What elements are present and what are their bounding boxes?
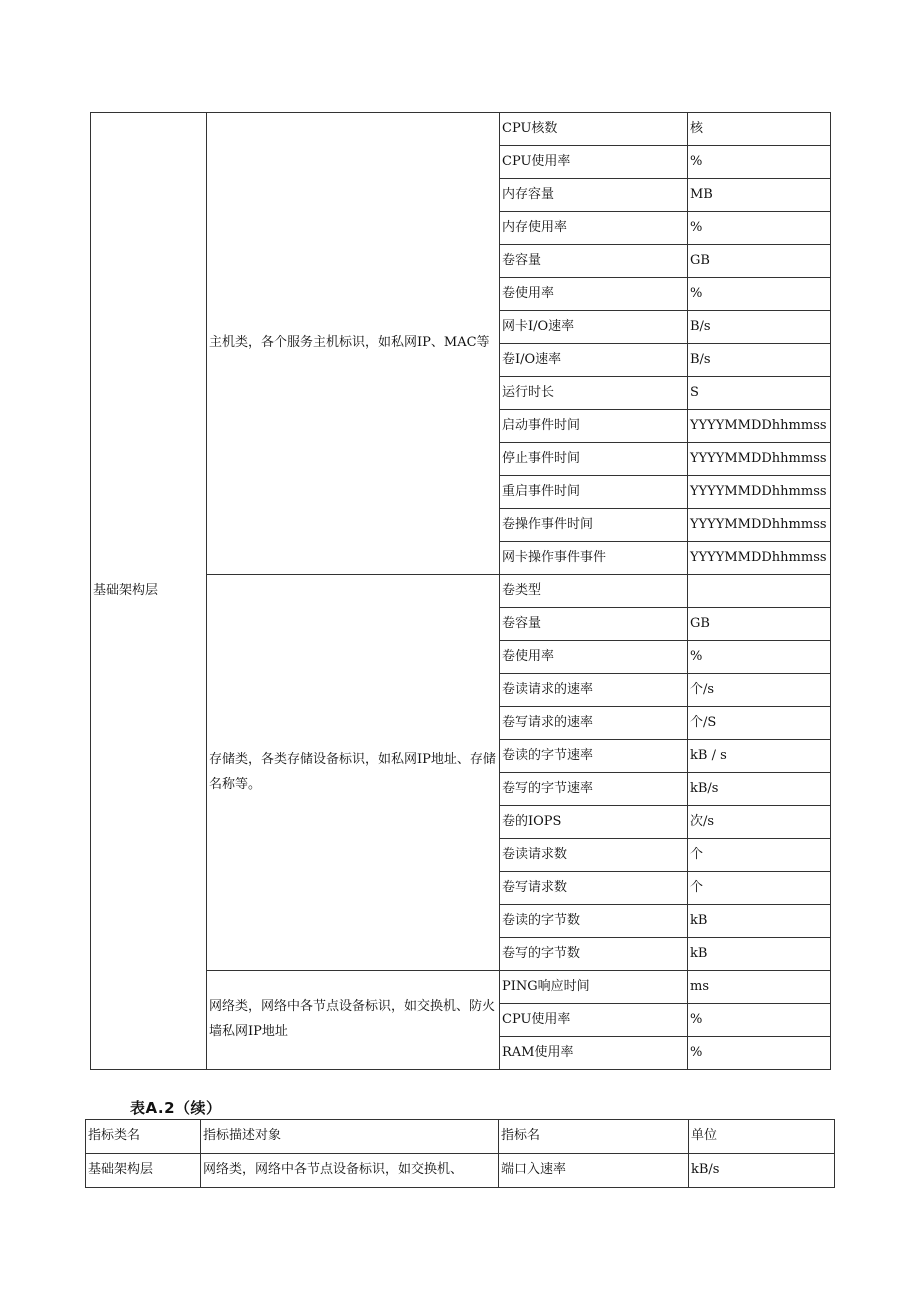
unit-cell: YYYYMMDDhhmmss — [688, 542, 831, 575]
unit-cell: % — [688, 212, 831, 245]
metric-name-cell: CPU使用率 — [500, 1004, 688, 1037]
metric-name-cell: 端口入速率 — [499, 1154, 689, 1188]
metric-name-cell: 卷读请求数 — [500, 839, 688, 872]
metric-name-cell: 卷类型 — [500, 575, 688, 608]
metric-name-cell: CPU使用率 — [500, 146, 688, 179]
metric-name-cell: 卷写的字节数 — [500, 938, 688, 971]
unit-cell: kB / s — [688, 740, 831, 773]
metric-name-cell: 卷容量 — [500, 245, 688, 278]
object-cell: 存储类，各类存储设备标识，如私网IP地址、存储名称等。 — [207, 575, 500, 971]
unit-cell: % — [688, 278, 831, 311]
object-cell: 网络类，网络中各节点设备标识，如交换机、防火墙私网IP地址 — [207, 971, 500, 1070]
metric-name-cell: 卷使用率 — [500, 641, 688, 674]
unit-cell: B/s — [688, 311, 831, 344]
unit-cell: 个/s — [688, 674, 831, 707]
header-cell: 指标类名 — [86, 1120, 201, 1154]
unit-cell: kB/s — [689, 1154, 835, 1188]
metric-name-cell: PING响应时间 — [500, 971, 688, 1004]
category-cell: 基础架构层 — [86, 1154, 201, 1188]
table-row — [86, 1154, 835, 1188]
unit-cell: % — [688, 146, 831, 179]
metric-name-cell: 卷操作事件时间 — [500, 509, 688, 542]
metric-name-cell: 卷读请求的速率 — [500, 674, 688, 707]
metric-name-cell: 启动事件时间 — [500, 410, 688, 443]
metric-name-cell: 网卡I/O速率 — [500, 311, 688, 344]
metric-name-cell: 卷写请求的速率 — [500, 707, 688, 740]
unit-cell: 核 — [688, 113, 831, 146]
metric-name-cell: 卷的IOPS — [500, 806, 688, 839]
metric-name-cell: 卷写的字节速率 — [500, 773, 688, 806]
header-cell: 指标描述对象 — [201, 1120, 499, 1154]
unit-cell: kB/s — [688, 773, 831, 806]
metric-name-cell: 卷读的字节速率 — [500, 740, 688, 773]
unit-cell — [688, 575, 831, 608]
metric-name-cell: 卷I/O速率 — [500, 344, 688, 377]
unit-cell: 次/s — [688, 806, 831, 839]
metric-name-cell: 卷读的字节数 — [500, 905, 688, 938]
unit-cell: kB — [688, 905, 831, 938]
metric-name-cell: 运行时长 — [500, 377, 688, 410]
header-cell: 单位 — [689, 1120, 835, 1154]
metric-name-cell: 重启事件时间 — [500, 476, 688, 509]
metrics-table-continued — [90, 112, 831, 1070]
object-cell: 网络类，网络中各节点设备标识，如交换机、 — [201, 1154, 499, 1188]
metric-name-cell: 卷容量 — [500, 608, 688, 641]
unit-cell: YYYYMMDDhhmmss — [688, 443, 831, 476]
metric-name-cell: 网卡操作事件事件 — [500, 542, 688, 575]
header-cell: 指标名 — [499, 1120, 689, 1154]
metric-name-cell: 内存容量 — [500, 179, 688, 212]
unit-cell: ms — [688, 971, 831, 1004]
metric-name-cell: CPU核数 — [500, 113, 688, 146]
metric-name-cell: 卷使用率 — [500, 278, 688, 311]
unit-cell: S — [688, 377, 831, 410]
table-row — [91, 113, 831, 146]
header-row — [86, 1120, 835, 1154]
unit-cell: 个 — [688, 872, 831, 905]
unit-cell: % — [688, 1004, 831, 1037]
unit-cell: 个/S — [688, 707, 831, 740]
unit-cell: 个 — [688, 839, 831, 872]
metric-name-cell: 停止事件时间 — [500, 443, 688, 476]
layer-cell: 基础架构层 — [91, 113, 207, 1070]
unit-cell: GB — [688, 608, 831, 641]
unit-cell: YYYYMMDDhhmmss — [688, 476, 831, 509]
metric-name-cell: 卷写请求数 — [500, 872, 688, 905]
unit-cell: B/s — [688, 344, 831, 377]
unit-cell: % — [688, 1037, 831, 1070]
table-caption: 表A.2（续） — [130, 1099, 222, 1117]
metric-name-cell: RAM使用率 — [500, 1037, 688, 1070]
object-cell: 主机类，各个服务主机标识，如私网IP、MAC等 — [207, 113, 500, 575]
metrics-table-a2 — [85, 1119, 835, 1188]
metric-name-cell: 内存使用率 — [500, 212, 688, 245]
unit-cell: YYYYMMDDhhmmss — [688, 410, 831, 443]
unit-cell: MB — [688, 179, 831, 212]
unit-cell: GB — [688, 245, 831, 278]
unit-cell: YYYYMMDDhhmmss — [688, 509, 831, 542]
unit-cell: % — [688, 641, 831, 674]
unit-cell: kB — [688, 938, 831, 971]
